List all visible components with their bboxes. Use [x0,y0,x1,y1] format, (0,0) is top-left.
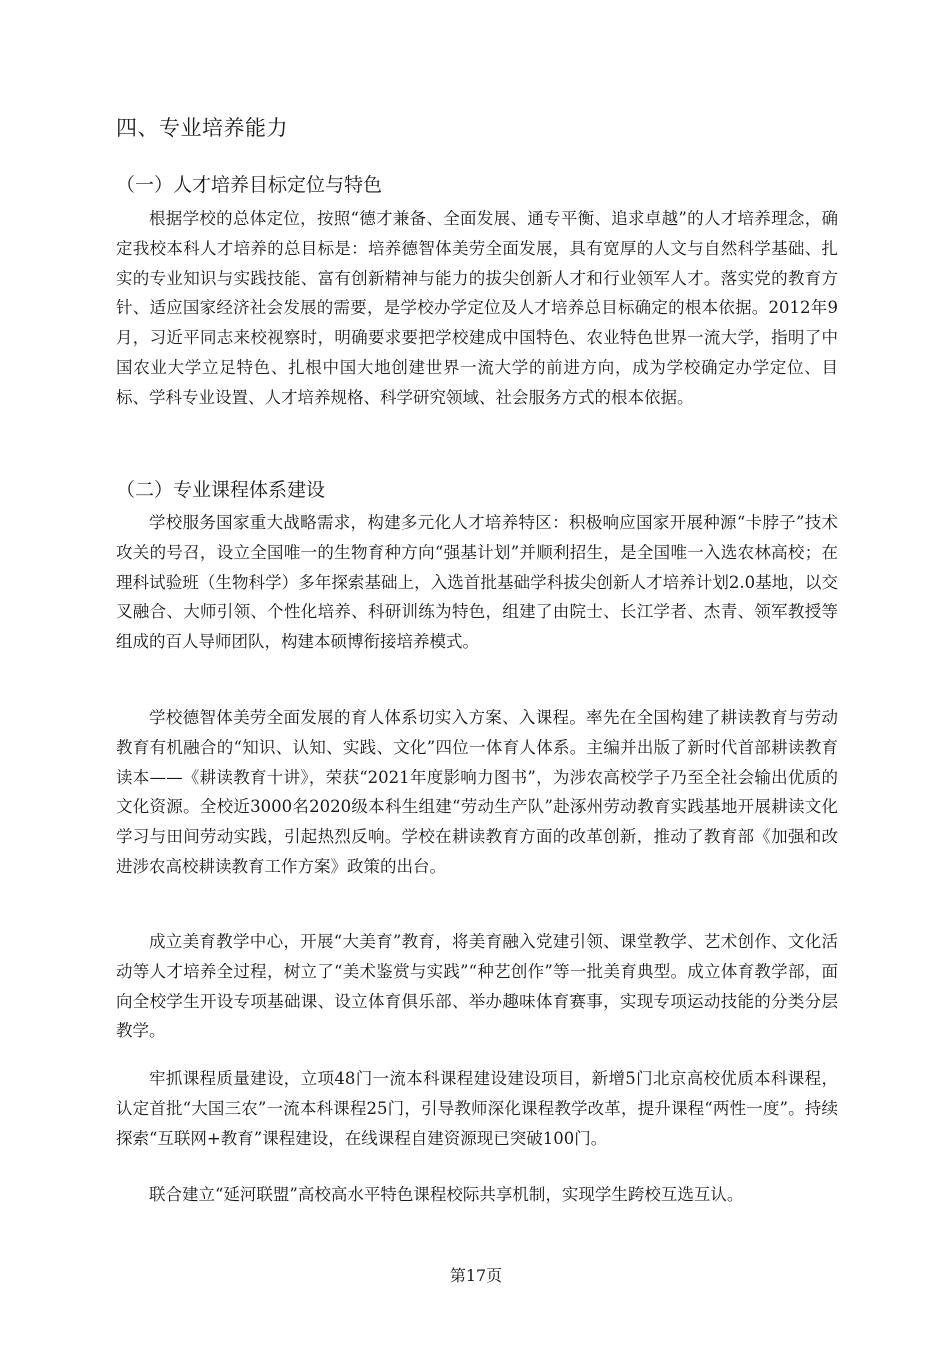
paragraph: 学校德智体美劳全面发展的育人体系切实入方案、入课程。率先在全国构建了耕读教育与劳动教育有机融合的“知识、认知、实践、文化”四位一体育人体系。主编并出版了新时代首部耕读教育读本——《耕读教育十讲》，荣获“2021年度影响力图书”，为涉农高校学子乃至全社会输出优质的文化资源。全校近3000名2020级本科生组建“劳动生产队”赴涿州劳动教育实践基地开展耕读文化学习与田间劳动实践，引起热烈反响。学校在耕读教育方面的改革创新，推动了教育部《加强和改进涉农高校耕读教育工作方案》政策的出台。 [116,708,838,876]
subsection-title-curriculum: （二）专业课程体系建设 [116,479,326,501]
paragraph: 联合建立“延河联盟”高校高水平特色课程校际共享机制，实现学生跨校互选互认。 [149,1185,744,1204]
section-heading: 四、专业培养能力 [116,116,288,140]
page-number: 第17页 [449,1266,503,1285]
paragraph: 学校服务国家重大战略需求，构建多元化人才培养特区：积极响应国家开展种源“卡脖子”技术攻关的号召，设立全国唯一的生物育种方向“强基计划”并顺利招生，是全国唯一入选农林高校；在理科试验班（生物科学）多年探索基础上，入选首批基础学科拔尖创新人才培养计划2.0基地，以交叉融合、大师引领、个性化培养、科研训练为特色，组建了由院士、长江学者、杰青、领军教授等组成的百人导师团队，构建本硕博衔接培养模式。 [116,513,838,652]
paragraph: 成立美育教学中心，开展“大美育”教育，将美育融入党建引领、课堂教学、艺术创作、文化活动等人才培养全过程，树立了“美术鉴赏与实践”“种艺创作”等一批美育典型。成立体育教学部，面向全校学生开设专项基础课、设立体育俱乐部、举办趣味体育赛事，实现专项运动技能的分类分层教学。 [116,932,838,1041]
subsection-title-talent-goals: （一）人才培养目标定位与特色 [116,174,383,196]
paragraph: 根据学校的总体定位，按照“德才兼备、全面发展、通专平衡、追求卓越”的人才培养理念，确定我校本科人才培养的总目标是：培养德智体美劳全面发展，具有宽厚的人文与自然科学基础、扎实的专业知识与实践技能、富有创新精神与能力的拔尖创新人才和行业领军人才。落实党的教育方针、适应国家经济社会发展的需要，是学校办学定位及人才培养总目标确定的根本依据。2012年9月，习近平同志来校视察时，明确要求要把学校建成中国特色、农业特色世界一流大学，指明了中国农业大学立足特色、扎根中国大地创建世界一流大学的前进方向，成为学校确定办学定位、目标、学科专业设置、人才培养规格、科学研究领域、社会服务方式的根本依据。 [116,209,838,407]
paragraph: 牢抓课程质量建设，立项48门一流本科课程建设建设项目，新增5门北京高校优质本科课程，认定首批“大国三农”一流本科课程25门，引导教师深化课程教学改革，提升课程“两性一度”。持续探索“互联网+教育”课程建设，在线课程自建资源现已突破100门。 [116,1069,838,1148]
